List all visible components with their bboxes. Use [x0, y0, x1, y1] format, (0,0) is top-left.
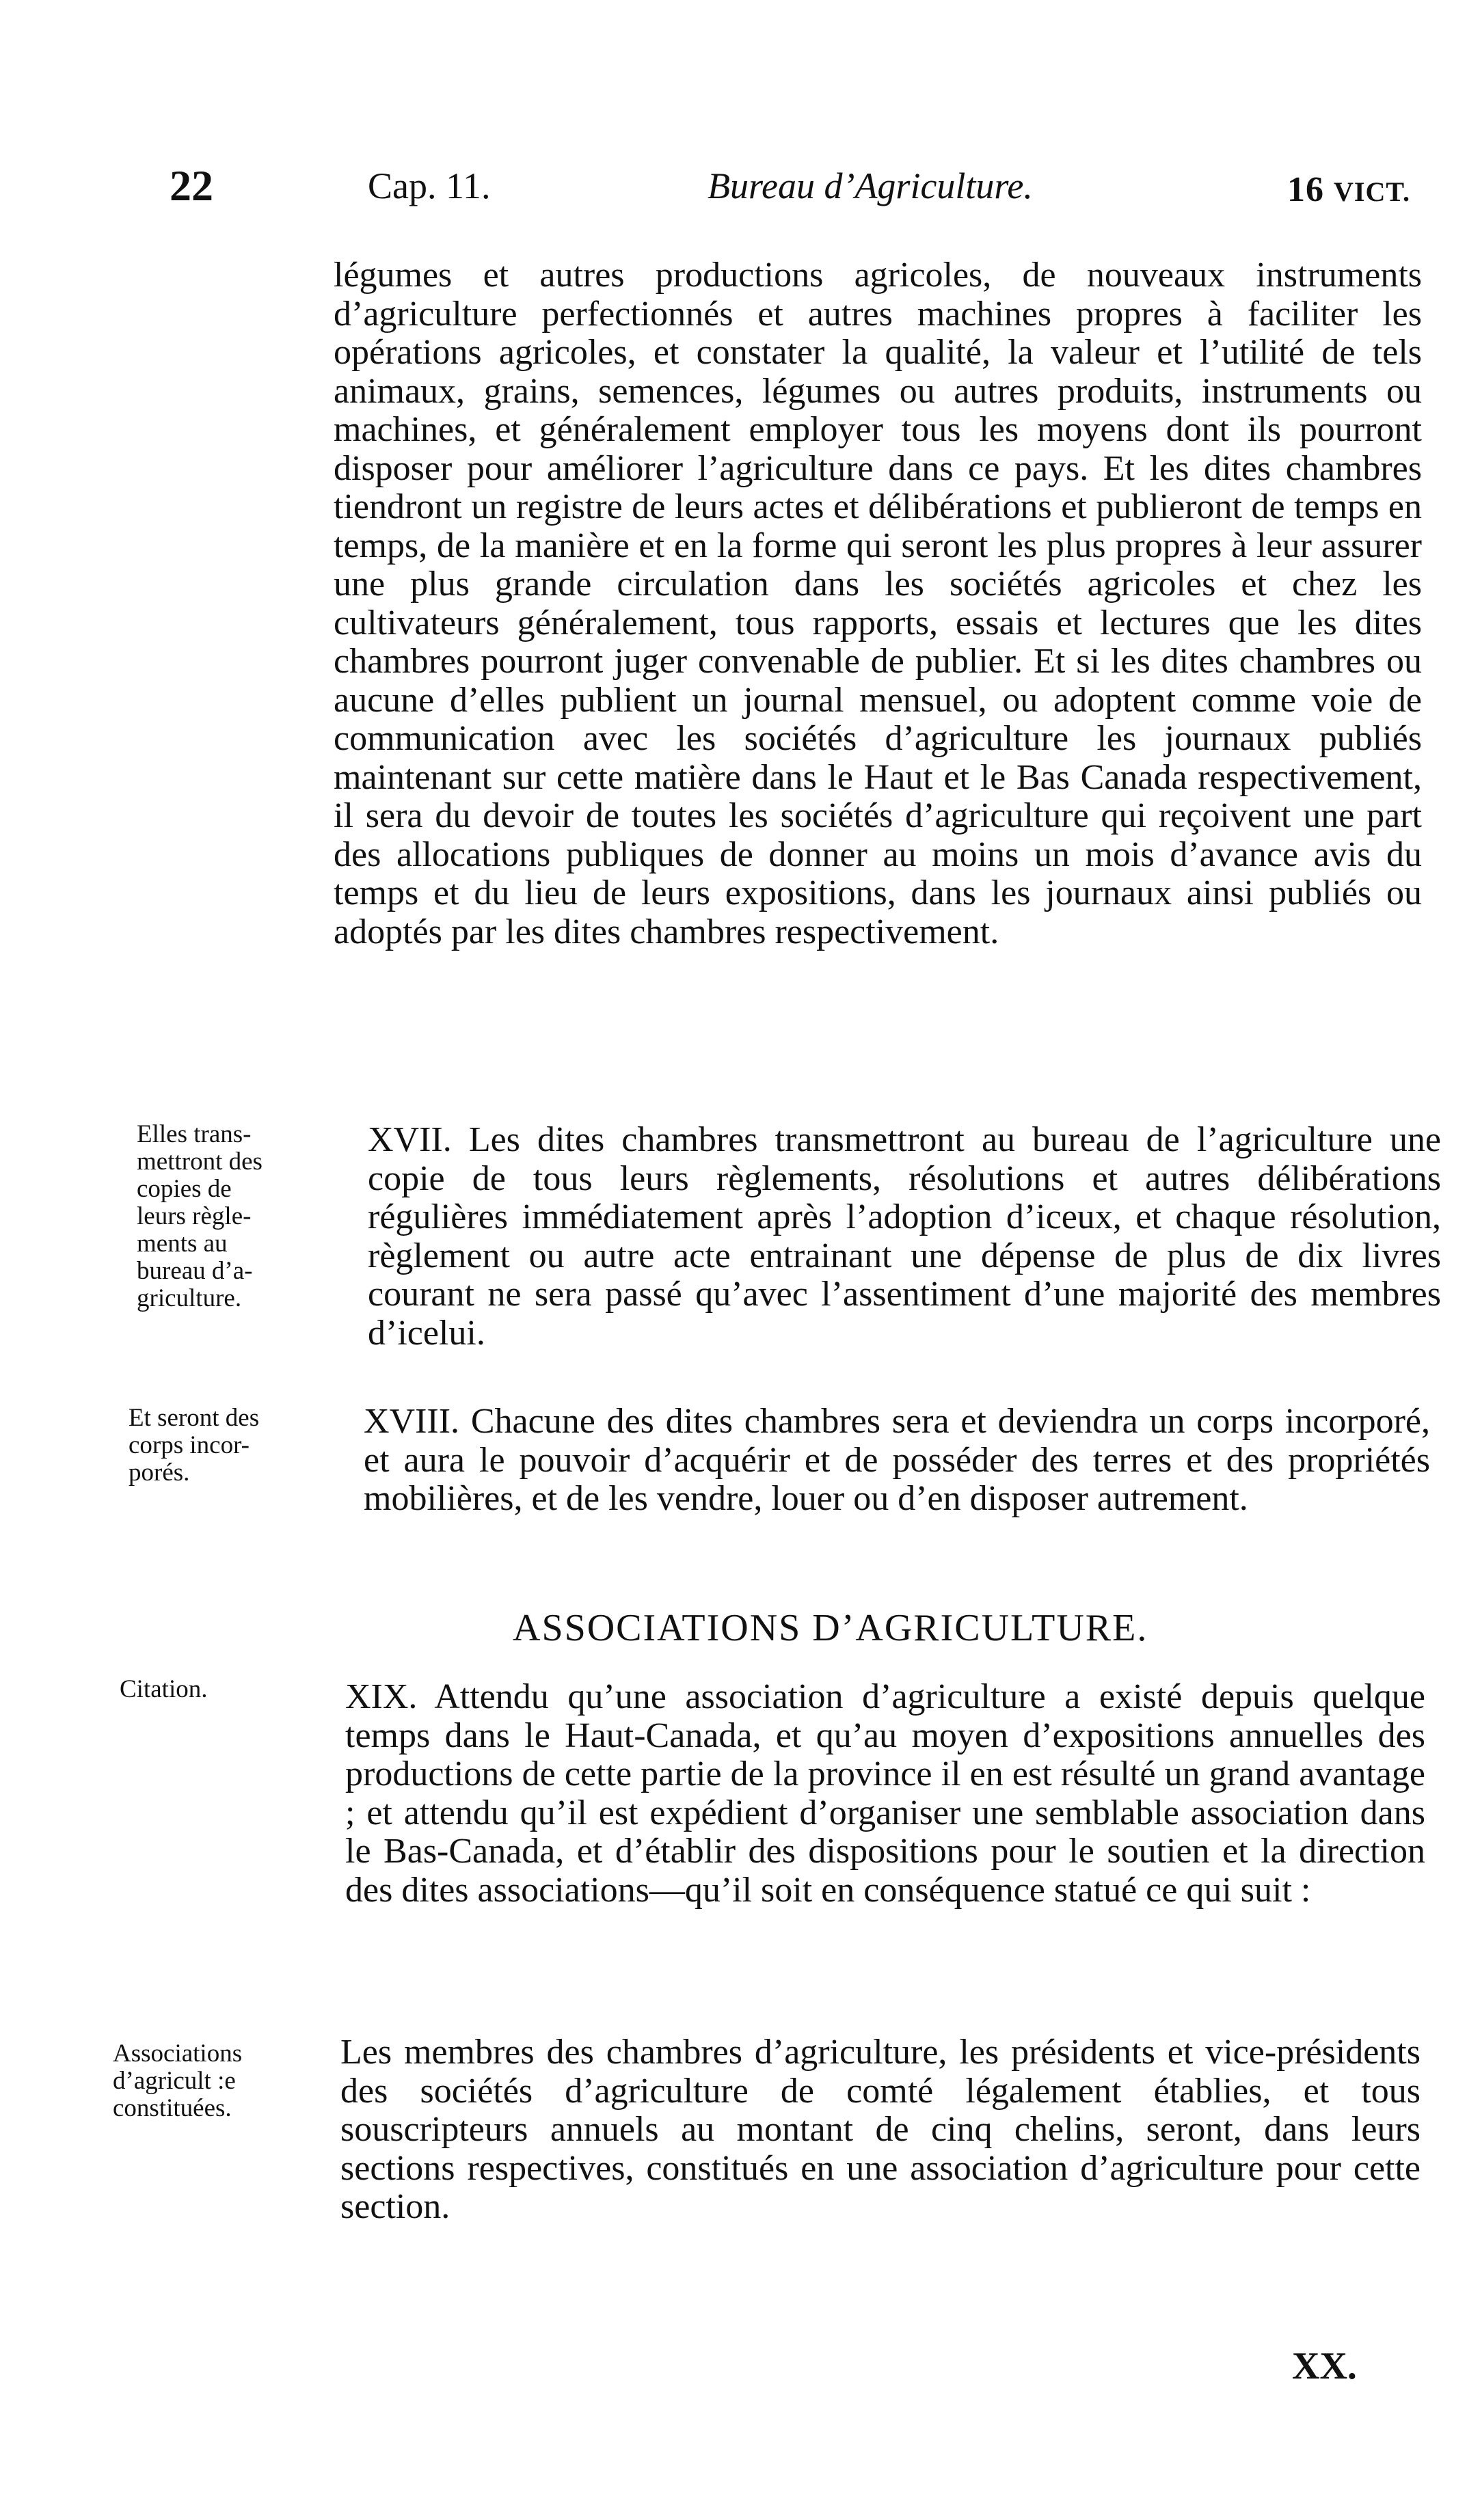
section-xviii: XVIII. Chacune des dites chambres sera et deviendra un corps incorporé, et aura le pouvoir d’acquérir et de posséder des terres et des propriétés mobilières, et de les vendre, louer ou d’en disposer autrement.: [364, 1402, 1430, 1518]
paragraph-continuation: légumes et autres productions agricoles, de nouveaux instruments d’agriculture perfectionnés et autres machines propres à faciliter les opérations agricoles, et constater la qualité, la valeur et l’utilité de tels animaux, grains, semences, légumes ou autres produits, instruments ou machines, et généralement employer tous les moyens dont ils pourront disposer pour améliorer l’agriculture dans ce pays. Et les dites chambres tiendront un registre de leurs actes et délibérations et publieront de temps en temps, de la manière et en la forme qui seront les plus propres à leur assurer une plus grande circulation dans les sociétés agricoles et chez les cultivateurs généralement, tous rapports, essais et lectures que les dites chambres pourront juger convenable de publier. Et si les dites chambres ou aucune d’elles publient un journal mensuel, ou adoptent comme voie de communication avec les sociétés d’agriculture les journaux publiés maintenant sur cette matière dans le Haut et le Bas Canada respectivement, il sera du devoir de toutes les sociétés d’agriculture qui reçoivent une part des allocations publiques de donner au moins un mois d’avance avis du temps et du lieu de leurs expositions, dans les journaux ainsi publiés ou adoptés par les dites chambres respectivement.: [334, 256, 1422, 951]
regnal-year-abbr: VICT.: [1334, 176, 1411, 207]
regnal-year-number: 16: [1287, 170, 1324, 209]
margin-note-citation: Citation.: [120, 1675, 208, 1703]
section-heading: ASSOCIATIONS D’AGRICULTURE.: [513, 1607, 1148, 1649]
margin-note-incorporation: Et seront des corps incor- porés.: [129, 1404, 260, 1487]
margin-note-associations: Associations d’agricult :e constituées.: [113, 2040, 243, 2122]
chapter-label: Cap. 11.: [368, 165, 491, 206]
paragraph-associations: Les membres des chambres d’agriculture, les présidents et vice-présidents des sociétés d’agriculture de comté légalement établies, et tous souscripteurs annuels au montant de cinq chelins, seront, dans leurs sections respectives, constitués en une association d’agriculture pour cette section.: [340, 2033, 1421, 2226]
margin-note-transmission: Elles trans- mettront des copies de leurs règle- ments au bureau d’a- griculture.: [137, 1120, 263, 1312]
catchword: XX.: [1292, 2345, 1357, 2387]
regnal-year: [1287, 172, 1410, 208]
page-number: 22: [170, 161, 213, 210]
section-xix: XIX. Attendu qu’une association d’agriculture a existé depuis quelque temps dans le Haut-Canada, et qu’au moyen d’expositions annuelles des productions de cette partie de la province il en est résulté un grand avantage ; et attendu qu’il est expédient d’organiser une semblable association dans le Bas-Canada, et d’établir des dispositions pour le soutien et la direction des dites associations—qu’il soit en conséquence statué ce qui suit :: [345, 1677, 1425, 1910]
running-title: Bureau d’Agriculture.: [708, 165, 1033, 206]
section-xvii: XVII. Les dites chambres transmettront au bureau de l’agriculture une copie de tous leurs règlements, résolutions et autres délibérations régulières immédiatement après l’adoption d’iceux, et chaque résolution, règlement ou autre acte entrainant une dépense de plus de dix livres courant ne sera passé qu’avec l’assentiment d’une majorité des membres d’icelui.: [368, 1120, 1441, 1353]
